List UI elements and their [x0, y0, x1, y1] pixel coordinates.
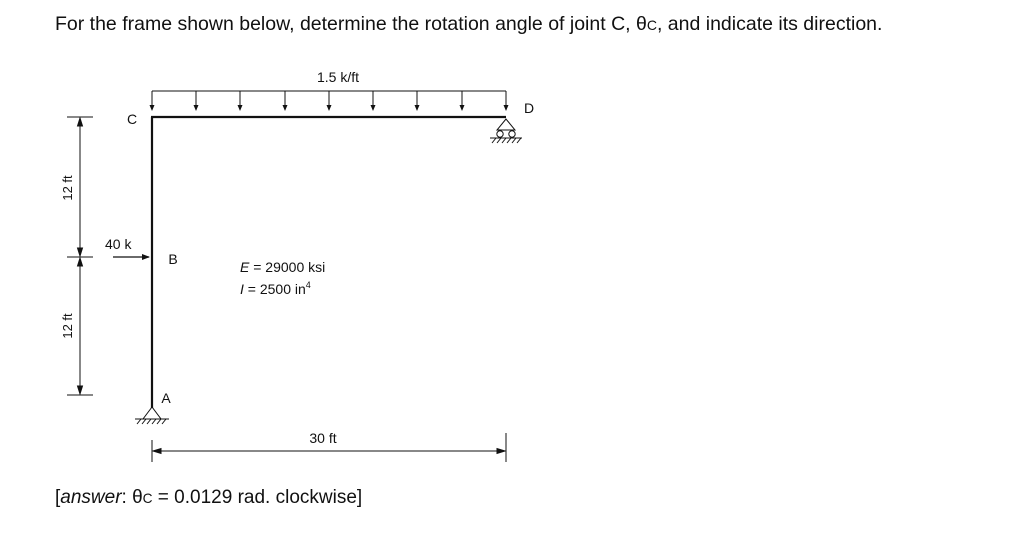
answer-colon: : θ [121, 487, 143, 508]
node-d-label: D [523, 100, 535, 116]
distributed-load-label: 1.5 k/ft [316, 69, 360, 85]
answer-line [55, 487, 362, 509]
dim-arrowhead [78, 258, 83, 266]
pin-support-icon [135, 407, 169, 424]
dim-span-label: 30 ft [309, 430, 337, 446]
inertia-text [240, 280, 311, 297]
modulus-text [240, 259, 325, 275]
point-load-label: 40 k [105, 236, 132, 252]
answer-value: = 0.0129 rad. clockwise] [152, 487, 363, 508]
node-b-label: B [168, 251, 178, 267]
dim-arrowhead [78, 118, 83, 126]
answer-keyword: answer [60, 487, 122, 508]
answer-subscript: C [142, 491, 153, 506]
point-load [105, 236, 149, 257]
distributed-load [152, 69, 506, 110]
node-a-label: A [161, 390, 171, 406]
problem-subscript: C [646, 17, 657, 33]
load-arrows [152, 91, 506, 110]
modulus-symbol: E [240, 259, 250, 275]
inertia-exponent: 4 [305, 280, 311, 290]
roller-support-icon [490, 119, 522, 143]
modulus-value: = 29000 ksi [249, 259, 326, 275]
dim-upper-label: 12 ft [60, 175, 75, 201]
dim-arrowhead [78, 248, 83, 256]
problem-text-end: , and indicate its direction. [656, 13, 883, 35]
answer-bracket: [ [55, 487, 61, 508]
vertical-dimension [67, 117, 93, 395]
dim-arrowhead [153, 449, 161, 454]
inertia-symbol: I [240, 281, 244, 297]
inertia-value: = 2500 in [243, 281, 306, 297]
dim-arrowhead [497, 449, 505, 454]
node-c-label: C [126, 111, 138, 127]
dim-arrowhead [78, 386, 83, 394]
frame-members [151, 117, 506, 408]
problem-text: For the frame shown below, determine the rotation angle of joint C, θ [55, 13, 647, 35]
dim-lower-label: 12 ft [60, 313, 75, 339]
